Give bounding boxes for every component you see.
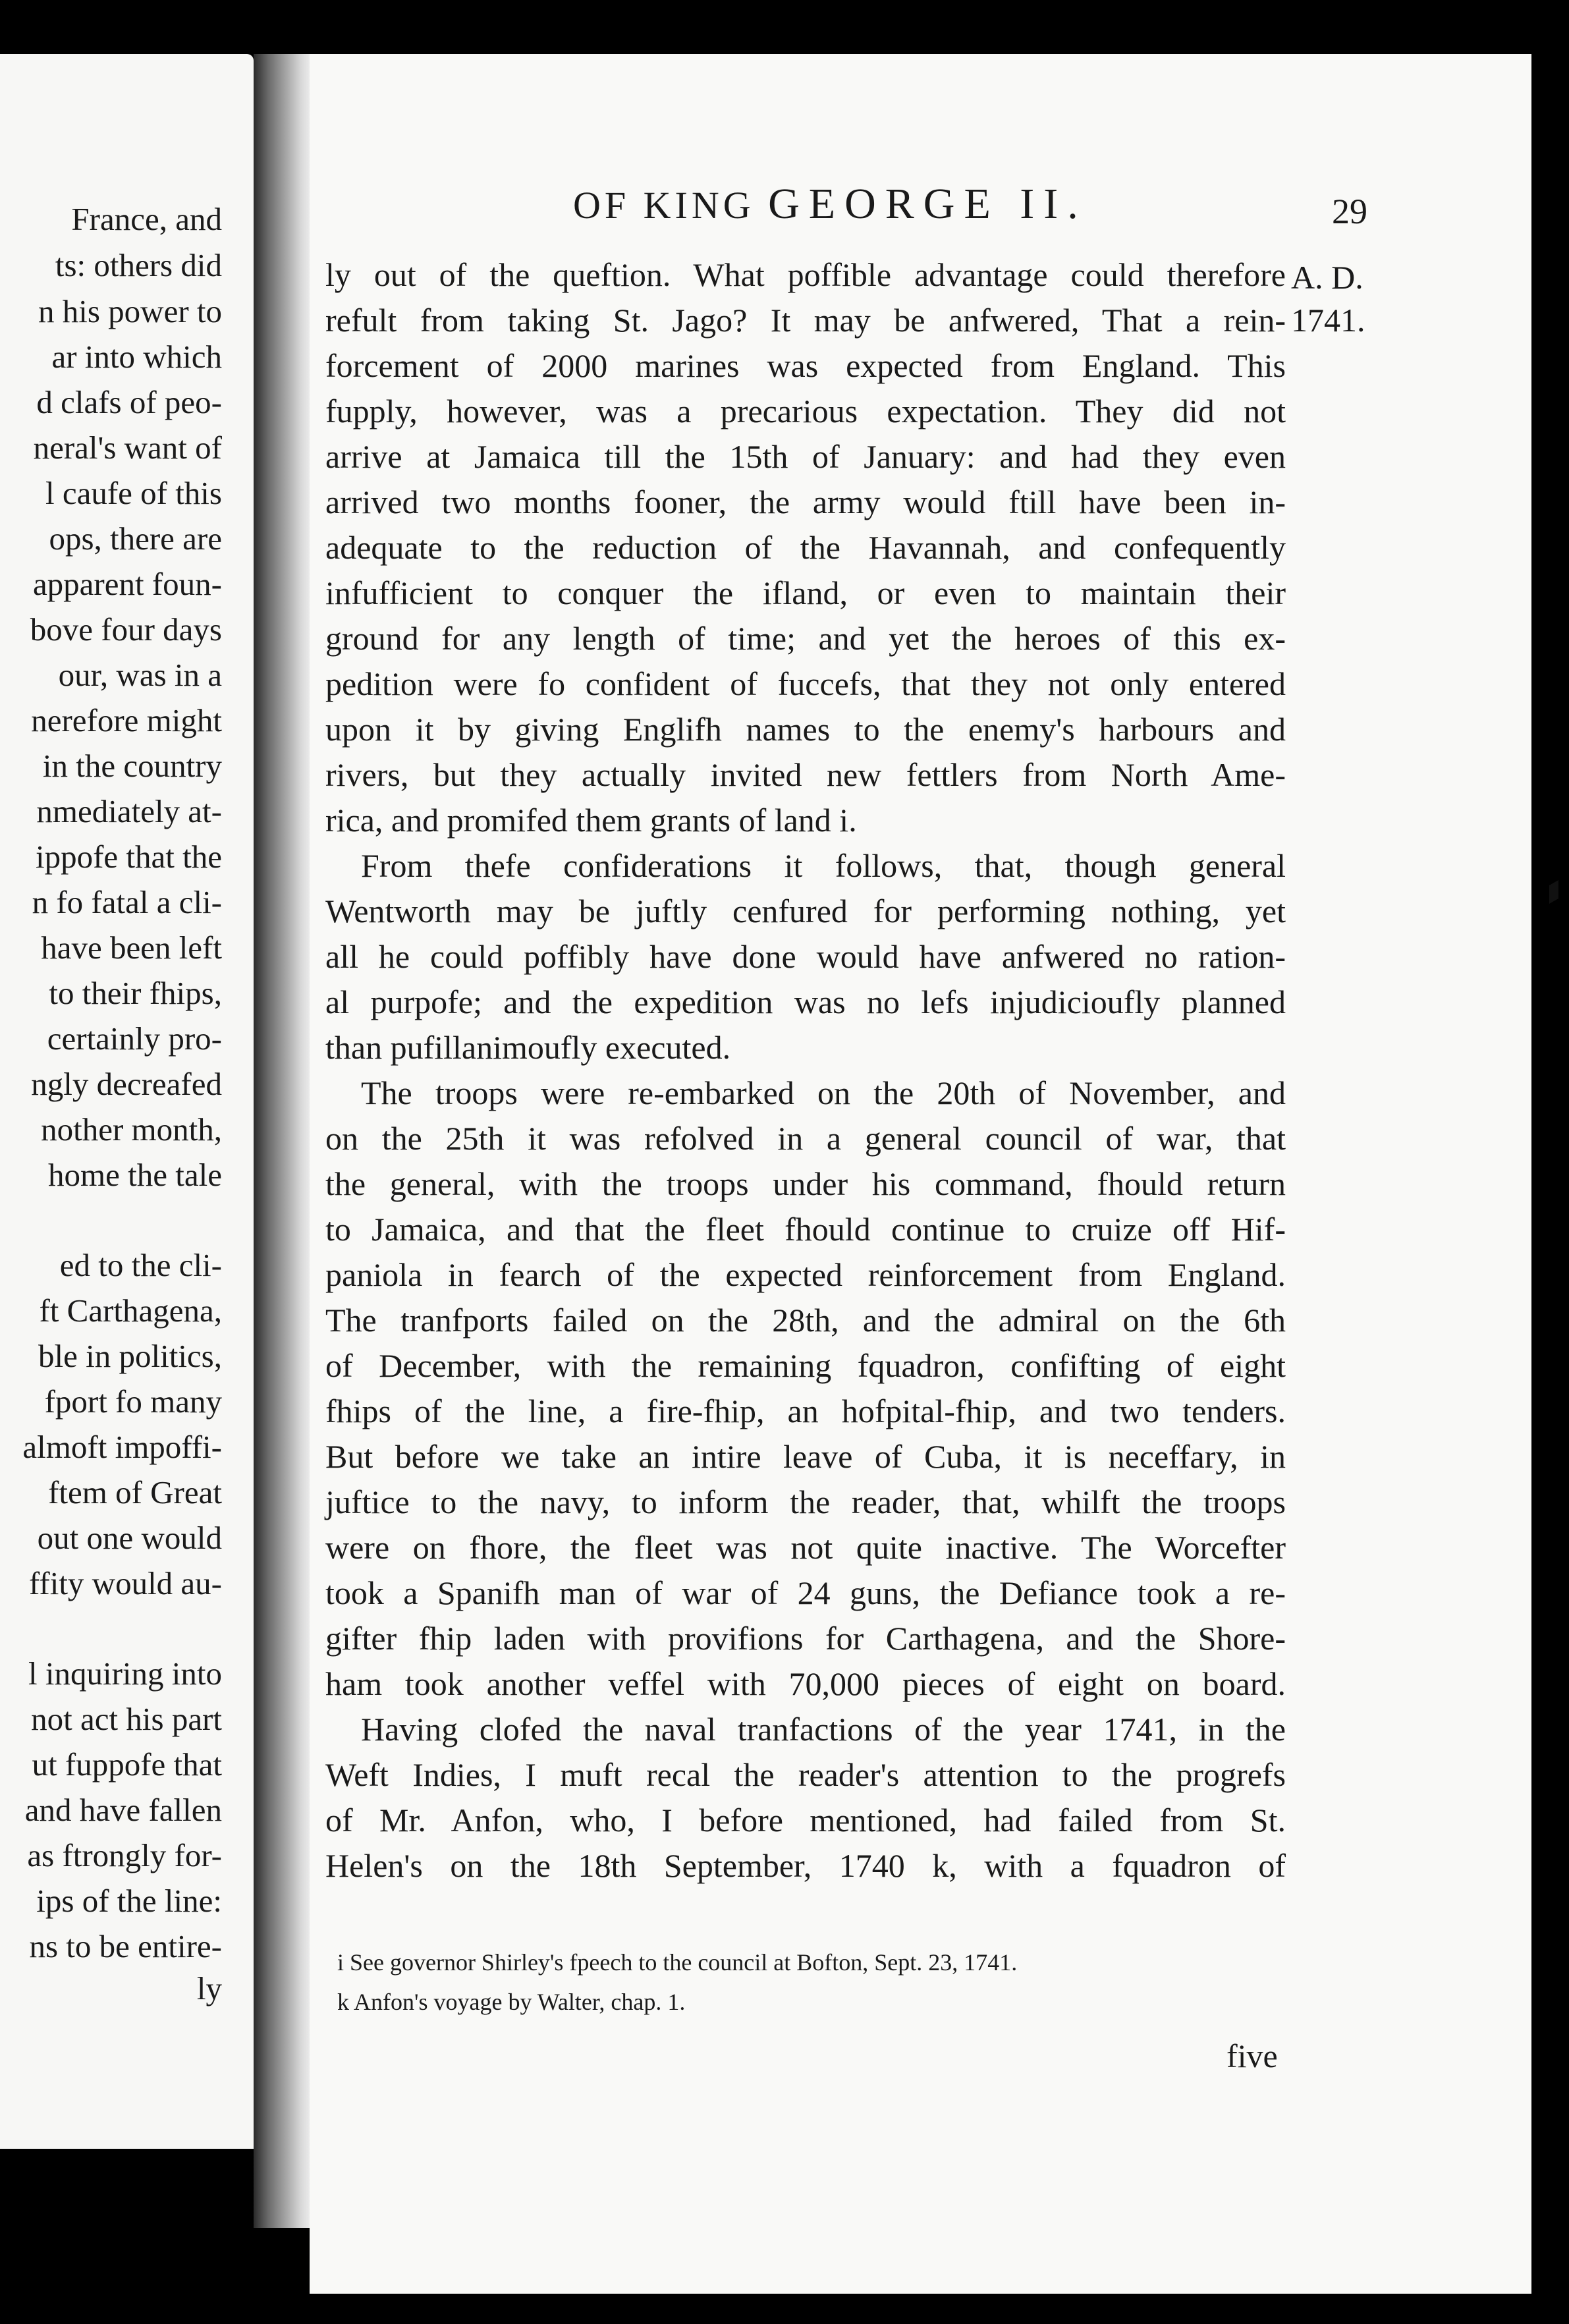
left-page-line: ut fuppofe that bbox=[32, 1746, 222, 1783]
body-line: The troops were re-embarked on the 20th of November, and bbox=[361, 1074, 1286, 1111]
left-page-line: not act his part bbox=[31, 1701, 222, 1737]
footnote-k: k Anfon's voyage by Walter, chap. 1. bbox=[337, 1989, 686, 2015]
running-head bbox=[573, 179, 1087, 229]
body-line: forcement of 2000 marines was expected from England. This bbox=[325, 347, 1286, 384]
body-line: arrive at Jamaica till the 15th of January: and had they even bbox=[325, 438, 1286, 475]
left-page-line: n his power to bbox=[38, 293, 222, 329]
left-page-fragment bbox=[0, 54, 254, 2149]
body-line: pedition were fo confident of fuccefs, that they not only entered bbox=[325, 665, 1286, 702]
body-line: on the 25th it was refolved in a general council of war, that bbox=[325, 1120, 1286, 1157]
body-line: The tranfports failed on the 28th, and the admiral on the 6th bbox=[325, 1302, 1286, 1339]
body-line: ground for any length of time; and yet the heroes of this ex- bbox=[325, 620, 1286, 657]
body-line: gifter fhip laden with provifions for Carthagena, and the Shore- bbox=[325, 1620, 1286, 1657]
left-page-line: nother month, bbox=[41, 1111, 222, 1148]
left-page-line: our, was in a bbox=[58, 657, 222, 693]
left-page-line: l inquiring into bbox=[28, 1655, 222, 1692]
left-page-line: ble in politics, bbox=[38, 1338, 222, 1374]
body-line: But before we take an intire leave of Cuba, it is neceffary, in bbox=[325, 1438, 1286, 1475]
page-number: 29 bbox=[1332, 192, 1367, 231]
body-line: al purpofe; and the expedition was no lefs injudicioufly planned bbox=[325, 983, 1286, 1020]
left-page-line: fport fo many bbox=[44, 1383, 222, 1420]
body-line: upon it by giving Englifh names to the enemy's harbours and bbox=[325, 711, 1286, 748]
left-page-line: ops, there are bbox=[49, 520, 222, 557]
left-page-line: nerefore might bbox=[31, 702, 222, 738]
margin-note-year: 1741. bbox=[1291, 302, 1365, 339]
body-line: fupply, however, was a precarious expectation. They did not bbox=[325, 393, 1286, 429]
body-line: rica, and promifed them grants of land i. bbox=[325, 802, 857, 839]
left-page-line: l caufe of this bbox=[45, 475, 222, 511]
left-page-line: in the country bbox=[42, 748, 222, 784]
body-line: fhips of the line, a fire-fhip, an hofpital-fhip, and two tenders. bbox=[325, 1393, 1286, 1429]
left-page-line: ed to the cli- bbox=[59, 1247, 222, 1283]
left-page-line: have been left bbox=[41, 929, 222, 966]
body-line: took a Spanifh man of war of 24 guns, the Defiance took a re- bbox=[325, 1574, 1286, 1611]
body-line: infufficient to conquer the ifland, or even to maintain their bbox=[325, 574, 1286, 611]
book-gutter-shadow bbox=[254, 54, 313, 2228]
left-page-line: ft Carthagena, bbox=[39, 1292, 222, 1329]
left-page-line: bove four days bbox=[30, 611, 222, 648]
body-line: all he could poffibly have done would have anfwered no ration- bbox=[325, 938, 1286, 975]
left-page-line: ly bbox=[196, 1970, 222, 2006]
body-line: Helen's on the 18th September, 1740 k, with a fquadron of bbox=[325, 1847, 1286, 1884]
left-page-line: nmediately at- bbox=[36, 793, 222, 829]
body-line: the general, with the troops under his command, fhould return bbox=[325, 1165, 1286, 1202]
body-line: to Jamaica, and that the fleet fhould continue to cruize off Hif- bbox=[325, 1211, 1286, 1248]
body-line: rivers, but they actually invited new fettlers from North Ame- bbox=[325, 756, 1286, 793]
body-line: adequate to the reduction of the Havannah, and confequently bbox=[325, 529, 1286, 566]
left-page-line: ar into which bbox=[51, 339, 222, 375]
body-line: than pufillanimoufly executed. bbox=[325, 1029, 731, 1066]
left-page-line: to their fhips, bbox=[49, 975, 222, 1011]
body-line: ly out of the queftion. What poffible advantage could therefore bbox=[325, 256, 1286, 293]
body-line: paniola in fearch of the expected reinforcement from England. bbox=[325, 1256, 1286, 1293]
left-page-line: out one would bbox=[37, 1520, 222, 1556]
left-page-line: d clafs of peo- bbox=[36, 384, 222, 420]
left-page-line: neral's want of bbox=[33, 429, 222, 466]
left-page-line: apparent foun- bbox=[32, 566, 222, 602]
left-page-line: ffity would au- bbox=[28, 1565, 222, 1601]
body-line: juftice to the navy, to inform the reader, that, whilft the troops bbox=[325, 1483, 1286, 1520]
margin-note-year-label: A. D. bbox=[1291, 259, 1363, 296]
left-page-line: home the tale bbox=[48, 1157, 222, 1193]
body-line: of Mr. Anfon, who, I before mentioned, had failed from St. bbox=[325, 1802, 1286, 1839]
left-page-line: ips of the line: bbox=[36, 1883, 222, 1919]
body-line: Wentworth may be juftly cenfured for performing nothing, yet bbox=[325, 893, 1286, 929]
left-page-line: France, and bbox=[71, 201, 222, 237]
catchword: five bbox=[1226, 2037, 1278, 2074]
left-page-line: ftem of Great bbox=[48, 1474, 222, 1510]
left-page-line: almoft impoffi- bbox=[22, 1429, 222, 1465]
left-page-line: as ftrongly for- bbox=[27, 1837, 222, 1873]
body-line: refult from taking St. Jago? It may be anfwered, That a rein- bbox=[325, 302, 1286, 339]
left-page-line: n fo fatal a cli- bbox=[32, 884, 222, 920]
body-line: From thefe confiderations it follows, that, though general bbox=[361, 847, 1286, 884]
left-page-line: ippofe that the bbox=[35, 839, 222, 875]
footnote-i: i See governor Shirley's fpeech to the council at Bofton, Sept. 23, 1741. bbox=[337, 1949, 1018, 1976]
running-head-prefix: OF KING bbox=[573, 184, 755, 227]
left-page-line: ns to be entire- bbox=[29, 1928, 222, 1964]
left-page-line: ngly decreafed bbox=[31, 1066, 222, 1102]
body-line: Weft Indies, I muft recal the reader's attention to the progrefs bbox=[325, 1756, 1286, 1793]
running-head-title: GEORGE II. bbox=[768, 180, 1087, 228]
body-line: of December, with the remaining fquadron, confifting of eight bbox=[325, 1347, 1286, 1384]
left-page-line: and have fallen bbox=[24, 1792, 222, 1828]
body-line: ham took another veffel with 70,000 pieces of eight on board. bbox=[325, 1665, 1286, 1702]
body-line: were on fhore, the fleet was not quite inactive. The Worcefter bbox=[325, 1529, 1286, 1566]
left-page-line: ts: others did bbox=[55, 247, 222, 283]
page-edge-mark bbox=[1549, 880, 1558, 904]
body-line: Having clofed the naval tranfactions of the year 1741, in the bbox=[361, 1711, 1286, 1748]
left-page-line: certainly pro- bbox=[47, 1020, 222, 1057]
body-line: arrived two months fooner, the army would ftill have been in- bbox=[325, 484, 1286, 520]
